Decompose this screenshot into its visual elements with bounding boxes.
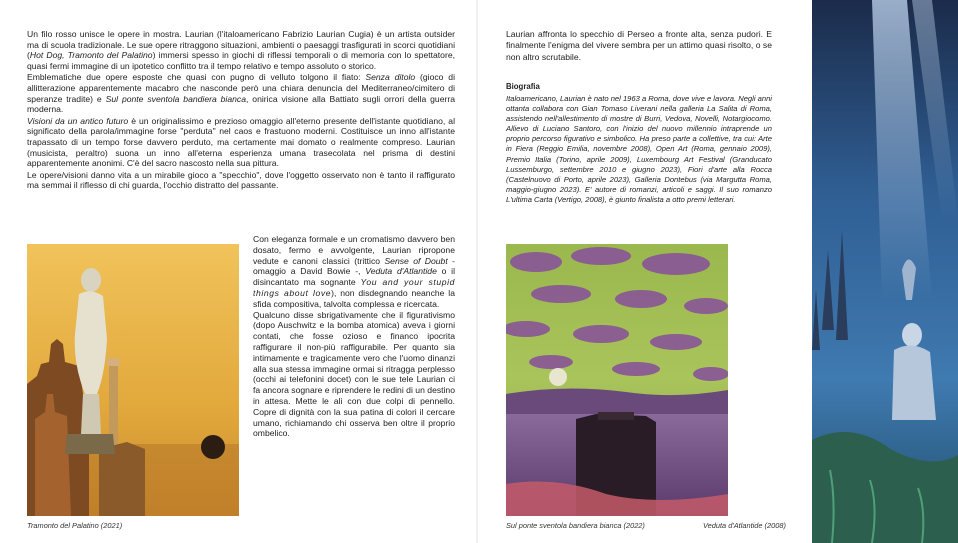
page-gutter (476, 0, 478, 543)
right-intro-text (506, 29, 772, 63)
caption-sul-ponte: Sul ponte sventola bandiera bianca (2022) (506, 521, 645, 530)
biography-section (506, 82, 772, 205)
italic-title-text: Hot Dog, Tramonto del Palatino (29, 50, 153, 61)
biography-text: Italoamericano, Laurian è nato nel 1963 a Roma, dove vive e lavora. Negli anni ottanta collabora con Gian Tomaso Liverani nella galleria La Salita di Roma, assistendo nell'allestimento di mostre di Burri, Vedova, Novelli, Notargiocomo. Allievo di Luciano Santoro, con l'inizio del nuovo millennio intraprende un proprio percorso figurativo e simbolico. Ha preso parte a collettive, tra cui: Arte in Fiera (Reggio Emilia, novembre 2008), Open Art (Roma, gennaio 2009), Premio Italia (Torino, aprile 2009), Luxembourg Art Festival (Granducato Lussemburgo, settembre 2010 e giugno 2023), Fiori d'arte alla Rocca (Castelnuovo di Porto, aprile 2023), Galleria Dontebus (via Margutta Roma, maggio-giugno 2023). E' autore di romanzi, articoli e saggi. Il suo romanzo L'ultima Carta (Vertigo, 2008), è giunto finalista a otto premi letterari. (506, 94, 772, 204)
text-run: (gioco di allitterazione apparentemente macabro che nasconde però una chiara denuncia del Mediterraneo/cimitero di speranze tradite) e (27, 72, 455, 104)
text-run: ), non disdegnando neanche la sfida compositiva, talvolta complessa e ricercata. (253, 287, 455, 309)
text-run: o il disincantato ma sognante (253, 266, 456, 288)
left-column-text (253, 234, 455, 439)
italic-title-text: Senza ditolo (365, 72, 416, 83)
article-paragraph (253, 234, 455, 310)
intro-paragraph: Laurian affronta lo specchio di Perseo a fronte alta, senza pudori. E finalmente l'enigma del vivere sembra per un attimo quasi risolto, o se non altro scrutabile. (506, 29, 772, 62)
text-run: è un originalissimo e prezioso omaggio all'eterno presente dell'istante quotidiano, al significato della parola/immagine forse "perduta" nel caos e frastuono moderni. Costituisce un inno all'istante trapassato di un tempo forse davvero perduto, ma certamente mai domato o realmente compreso. Laurian (musicista, peraltro) suona un inno all'eterna esperienza umana trasecolata nel prisma di destini apparentemente anonimi. C'è del sacro nascosto nella sua pittura. (27, 115, 455, 169)
italic-title-text: Veduta d'Atlantide (365, 266, 437, 277)
text-run: Emblematiche due opere esposte che quasi con pugno di velluto tolgono il fiato: (27, 72, 366, 83)
article-paragraph (27, 29, 455, 71)
painting-sulponte-svg (506, 244, 728, 516)
painting-veduta-svg (812, 0, 958, 543)
painting-tramonto-del-palatino (27, 244, 239, 516)
italic-title-text: You and your stupid things about love (253, 277, 455, 298)
article-paragraph (27, 170, 455, 191)
text-run: , onirica visione alla Battiato sugli orrori della guerra moderna. (27, 93, 455, 115)
biography-heading: Biografia (506, 82, 540, 91)
italic-title-text: Visioni da un antico futuro (27, 115, 129, 126)
article-paragraph (27, 116, 455, 169)
text-run: Le opere/visioni danno vita a un mirabile gioco a "specchio", dove l'oggetto osservato non è tanto il raffigurato ma semmai il riflesso di chi guarda, l'occhio distratto del passante. (27, 169, 455, 191)
left-article-text (27, 29, 455, 191)
article-paragraph (27, 72, 455, 114)
text-run: Con eleganza formale e un cromatismo davvero ben dosato, fermo e avvolgente, Laurian ripropone vedute e canoni classici (trittico (253, 234, 455, 266)
painting-tramonto-svg (27, 244, 239, 516)
text-run: Qualcuno disse sbrigativamente che il figurativismo (dopo Auschwitz e la bomba atomica) aveva i giorni contati, che fosse ozioso e financo ipocrita raffigurare il non-più raffigurabile. Per quanto sia intimamente e tragicamente vero che l'uomo dinanzi alla sua stessa immagine ormai si ritragga perplesso (occhi ai telefonini docet) con le sue tele Laurian ci fa ancora sognare e riprendere le redini di un destino in attesa. Mette le ali con due colpi di pennello. Copre di dignità con la sua patina di colori il cercare umano, richiamando chi osserva ben oltre il proprio ombelico. (253, 309, 455, 439)
text-run: ) immersi spesso in giochi di riflessi temporali o di memoria con lo spettatore, quasi fermi immagine di un ipotetico conflitto tra il tempo relativo e tempo assoluto o storico. (27, 50, 455, 71)
text-run: Un filo rosso unisce le opere in mostra. Laurian (l'italoamericano Fabrizio Laurian Cugia) è un artista outsider ma di scuola tradizionale. Le sue opere ritraggono situazioni, ambienti o paesaggi trasfigurati in scorci quotidiani ( (27, 29, 455, 61)
italic-title-text: Sense of Doubt (384, 255, 448, 266)
article-paragraph (253, 310, 455, 440)
painting-sul-ponte-sventola-bandiera-bianca (506, 244, 728, 516)
caption-tramonto-del-palatino: Tramonto del Palatino (2021) (27, 521, 123, 530)
italic-title-text: Sul ponte sventola bandiera bianca (105, 93, 246, 104)
painting-veduta-d-atlantide (812, 0, 958, 543)
caption-veduta-d-atlantide: Veduta d'Atlantide (2008) (703, 521, 786, 530)
text-run: - omaggio a David Bowie -, (253, 255, 456, 277)
